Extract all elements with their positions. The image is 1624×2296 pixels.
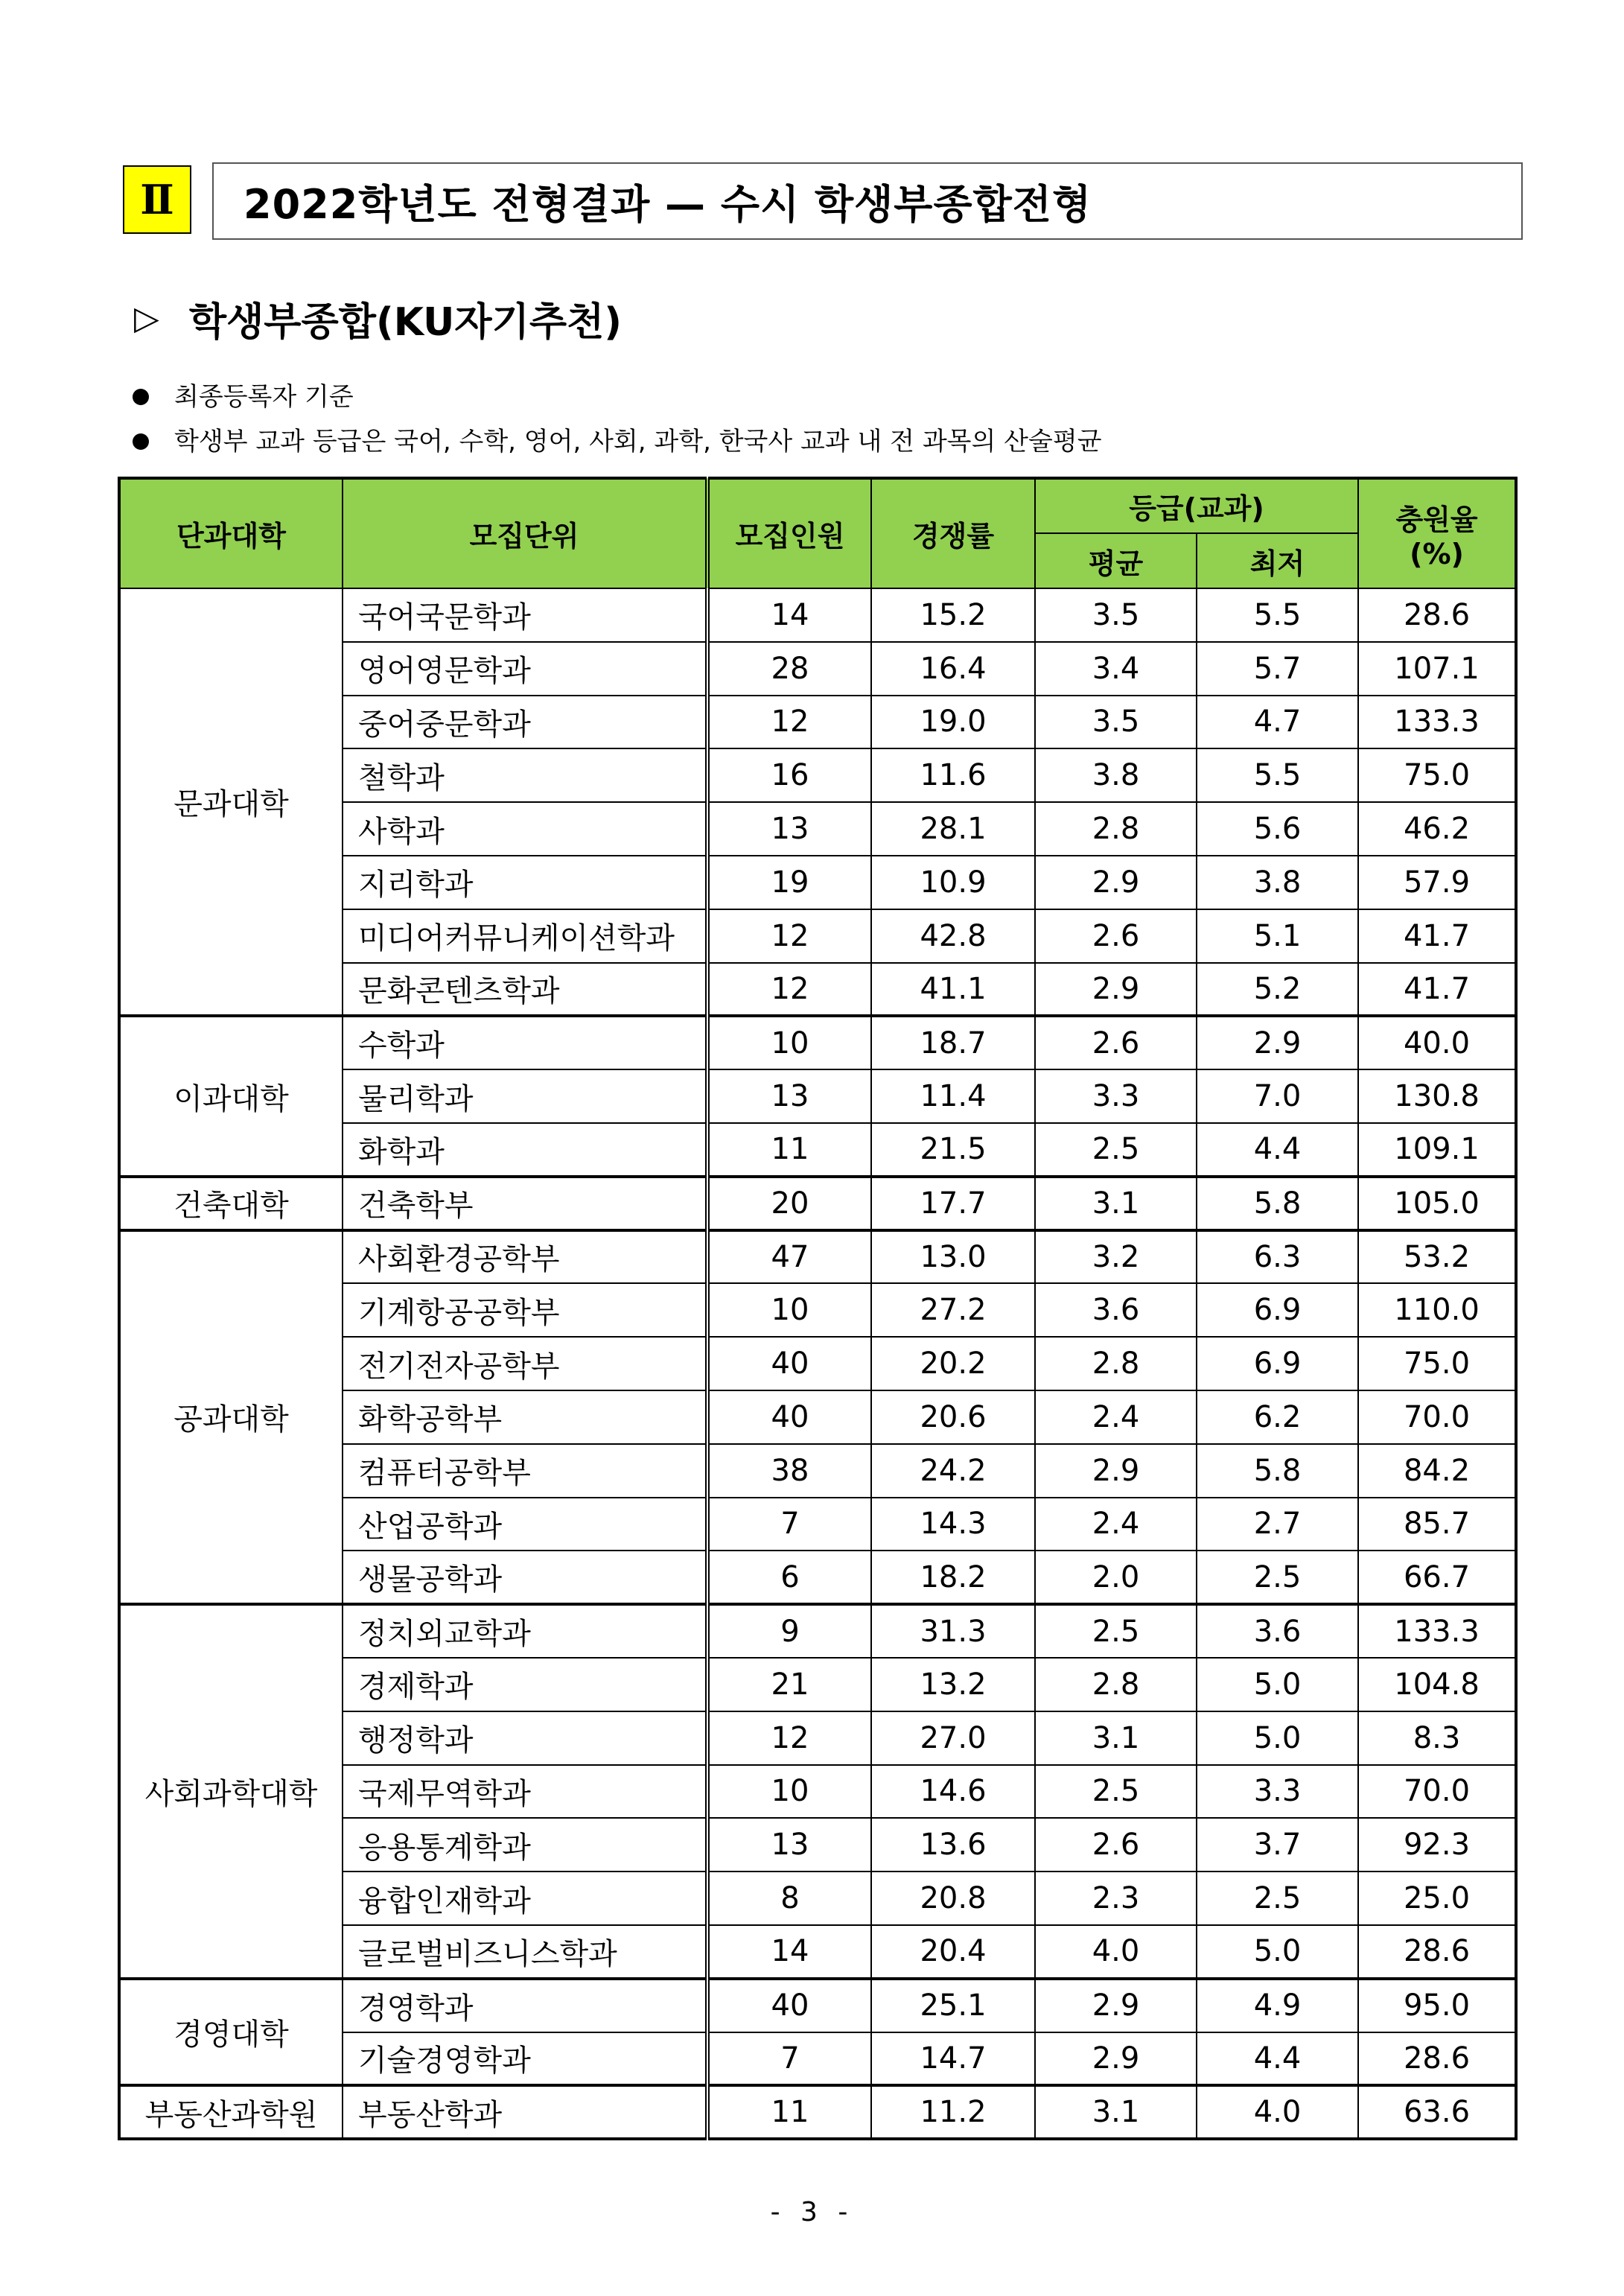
fill-rate-cell: 92.3 <box>1358 1818 1516 1872</box>
unit-cell: 전기전자공학부 <box>343 1337 707 1390</box>
ratio-cell: 13.6 <box>871 1818 1035 1872</box>
fill-rate-cell: 84.2 <box>1358 1444 1516 1498</box>
ratio-cell: 25.1 <box>871 1979 1035 2032</box>
section-title: 2022학년도 전형결과 — 수시 학생부종합전형 <box>212 162 1523 240</box>
grade-min-cell: 5.0 <box>1197 1711 1358 1765</box>
grade-avg-cell: 3.6 <box>1035 1283 1197 1337</box>
grade-avg-cell: 3.5 <box>1035 696 1197 749</box>
grade-avg-cell: 3.5 <box>1035 588 1197 642</box>
grade-avg-cell: 2.4 <box>1035 1390 1197 1444</box>
unit-cell: 건축학부 <box>343 1177 707 1230</box>
grade-min-cell: 5.7 <box>1197 642 1358 696</box>
unit-cell: 정치외교학과 <box>343 1604 707 1658</box>
results-table <box>118 477 1518 2140</box>
note-item <box>133 375 1102 419</box>
count-cell: 20 <box>707 1177 871 1230</box>
count-cell: 13 <box>707 802 871 856</box>
grade-avg-cell: 2.5 <box>1035 1123 1197 1177</box>
ratio-cell: 14.7 <box>871 2032 1035 2086</box>
grade-avg-cell: 2.5 <box>1035 1604 1197 1658</box>
ratio-cell: 20.2 <box>871 1337 1035 1390</box>
grade-avg-cell: 4.0 <box>1035 1925 1197 1979</box>
count-cell: 7 <box>707 2032 871 2086</box>
grade-avg-cell: 3.1 <box>1035 1177 1197 1230</box>
ratio-cell: 21.5 <box>871 1123 1035 1177</box>
ratio-cell: 11.2 <box>871 2085 1035 2139</box>
count-cell: 10 <box>707 1283 871 1337</box>
table-row <box>119 588 1516 642</box>
fill-rate-cell: 46.2 <box>1358 802 1516 856</box>
ratio-cell: 15.2 <box>871 588 1035 642</box>
count-cell: 16 <box>707 748 871 802</box>
unit-cell: 미디어커뮤니케이션학과 <box>343 909 707 963</box>
count-cell: 14 <box>707 1925 871 1979</box>
grade-min-cell: 5.8 <box>1197 1444 1358 1498</box>
grade-avg-cell: 2.8 <box>1035 802 1197 856</box>
unit-cell: 산업공학과 <box>343 1498 707 1551</box>
fill-rate-cell: 107.1 <box>1358 642 1516 696</box>
count-cell: 7 <box>707 1498 871 1551</box>
grade-min-cell: 2.5 <box>1197 1551 1358 1604</box>
ratio-cell: 19.0 <box>871 696 1035 749</box>
table-row <box>119 1177 1516 1230</box>
grade-min-cell: 4.4 <box>1197 1123 1358 1177</box>
grade-min-cell: 4.9 <box>1197 1979 1358 2032</box>
grade-avg-cell: 2.9 <box>1035 1979 1197 2032</box>
count-cell: 11 <box>707 2085 871 2139</box>
unit-cell: 경제학과 <box>343 1658 707 1711</box>
grade-min-cell: 5.8 <box>1197 1177 1358 1230</box>
fill-rate-cell: 133.3 <box>1358 1604 1516 1658</box>
ratio-cell: 28.1 <box>871 802 1035 856</box>
ratio-cell: 42.8 <box>871 909 1035 963</box>
subsection-title: 학생부종합(KU자기추천) <box>188 300 622 345</box>
table-row <box>119 2085 1516 2139</box>
grade-min-cell: 5.6 <box>1197 802 1358 856</box>
ratio-cell: 16.4 <box>871 642 1035 696</box>
note-text: 최종등록자 기준 <box>174 382 354 412</box>
page-number: - 3 - <box>770 2197 854 2227</box>
grade-min-cell: 4.4 <box>1197 2032 1358 2086</box>
grade-avg-cell: 2.9 <box>1035 1444 1197 1498</box>
unit-cell: 경영학과 <box>343 1979 707 2032</box>
count-cell: 38 <box>707 1444 871 1498</box>
note-text: 학생부 교과 등급은 국어, 수학, 영어, 사회, 과학, 한국사 교과 내 전 과목의 산술평균 <box>174 427 1102 457</box>
grade-min-cell: 2.7 <box>1197 1498 1358 1551</box>
fill-rate-cell: 28.6 <box>1358 588 1516 642</box>
fill-rate-cell: 28.6 <box>1358 1925 1516 1979</box>
ratio-cell: 14.6 <box>871 1765 1035 1819</box>
ratio-cell: 11.4 <box>871 1069 1035 1123</box>
table-header <box>119 478 1516 588</box>
college-cell: 공과대학 <box>119 1230 343 1605</box>
fill-rate-cell: 75.0 <box>1358 1337 1516 1390</box>
unit-cell: 응용통계학과 <box>343 1818 707 1872</box>
section-number-badge: Ⅱ <box>123 165 191 234</box>
grade-avg-cell: 3.4 <box>1035 642 1197 696</box>
fill-rate-cell: 8.3 <box>1358 1711 1516 1765</box>
grade-avg-cell: 3.8 <box>1035 748 1197 802</box>
fill-rate-cell: 40.0 <box>1358 1016 1516 1069</box>
ratio-cell: 10.9 <box>871 856 1035 909</box>
fill-rate-cell: 28.6 <box>1358 2032 1516 2086</box>
ratio-cell: 27.0 <box>871 1711 1035 1765</box>
count-cell: 10 <box>707 1765 871 1819</box>
ratio-cell: 20.4 <box>871 1925 1035 1979</box>
grade-min-cell: 6.9 <box>1197 1337 1358 1390</box>
grade-avg-cell: 2.0 <box>1035 1551 1197 1604</box>
count-cell: 11 <box>707 1123 871 1177</box>
unit-cell: 컴퓨터공학부 <box>343 1444 707 1498</box>
grade-avg-cell: 2.9 <box>1035 856 1197 909</box>
college-cell: 경영대학 <box>119 1979 343 2086</box>
grade-avg-cell: 2.6 <box>1035 1016 1197 1069</box>
count-cell: 9 <box>707 1604 871 1658</box>
college-cell: 부동산과학원 <box>119 2085 343 2139</box>
grade-avg-cell: 2.9 <box>1035 2032 1197 2086</box>
unit-cell: 지리학과 <box>343 856 707 909</box>
grade-avg-cell: 2.9 <box>1035 963 1197 1017</box>
fill-rate-cell: 95.0 <box>1358 1979 1516 2032</box>
grade-min-cell: 6.3 <box>1197 1230 1358 1284</box>
header-grade: 등급(교과) <box>1035 478 1358 533</box>
fill-rate-cell: 41.7 <box>1358 909 1516 963</box>
ratio-cell: 31.3 <box>871 1604 1035 1658</box>
fill-rate-cell: 133.3 <box>1358 696 1516 749</box>
ratio-cell: 13.0 <box>871 1230 1035 1284</box>
ratio-cell: 11.6 <box>871 748 1035 802</box>
unit-cell: 화학과 <box>343 1123 707 1177</box>
ratio-cell: 24.2 <box>871 1444 1035 1498</box>
unit-cell: 수학과 <box>343 1016 707 1069</box>
count-cell: 19 <box>707 856 871 909</box>
header-fill-rate <box>1358 478 1516 588</box>
ratio-cell: 18.7 <box>871 1016 1035 1069</box>
grade-min-cell: 5.5 <box>1197 748 1358 802</box>
grade-avg-cell: 2.5 <box>1035 1765 1197 1819</box>
ratio-cell: 27.2 <box>871 1283 1035 1337</box>
grade-min-cell: 6.2 <box>1197 1390 1358 1444</box>
fill-rate-cell: 25.0 <box>1358 1872 1516 1925</box>
college-cell: 이과대학 <box>119 1016 343 1176</box>
unit-cell: 융합인재학과 <box>343 1872 707 1925</box>
header-ratio: 경쟁률 <box>871 478 1035 588</box>
count-cell: 47 <box>707 1230 871 1284</box>
grade-min-cell: 4.7 <box>1197 696 1358 749</box>
count-cell: 40 <box>707 1337 871 1390</box>
unit-cell: 영어영문학과 <box>343 642 707 696</box>
table-row <box>119 1016 1516 1069</box>
college-cell: 문과대학 <box>119 588 343 1016</box>
count-cell: 13 <box>707 1069 871 1123</box>
header-grade-avg: 평균 <box>1035 533 1197 588</box>
count-cell: 12 <box>707 1711 871 1765</box>
unit-cell: 국제무역학과 <box>343 1765 707 1819</box>
unit-cell: 국어국문학과 <box>343 588 707 642</box>
table-row <box>119 1230 1516 1284</box>
fill-rate-cell: 53.2 <box>1358 1230 1516 1284</box>
unit-cell: 부동산학과 <box>343 2085 707 2139</box>
fill-rate-cell: 70.0 <box>1358 1765 1516 1819</box>
fill-rate-cell: 85.7 <box>1358 1498 1516 1551</box>
note-item <box>133 419 1102 464</box>
grade-min-cell: 7.0 <box>1197 1069 1358 1123</box>
count-cell: 6 <box>707 1551 871 1604</box>
ratio-cell: 14.3 <box>871 1498 1035 1551</box>
grade-avg-cell: 2.8 <box>1035 1337 1197 1390</box>
header-fill-rate-unit: (%) <box>1410 538 1464 570</box>
unit-cell: 문화콘텐츠학과 <box>343 963 707 1017</box>
grade-min-cell: 5.2 <box>1197 963 1358 1017</box>
header-college: 단과대학 <box>119 478 343 588</box>
unit-cell: 철학과 <box>343 748 707 802</box>
grade-avg-cell: 2.6 <box>1035 1818 1197 1872</box>
notes-list <box>133 375 1102 464</box>
ratio-cell: 17.7 <box>871 1177 1035 1230</box>
table-body <box>119 588 1516 2139</box>
grade-min-cell: 2.9 <box>1197 1016 1358 1069</box>
grade-min-cell: 5.1 <box>1197 909 1358 963</box>
grade-min-cell: 5.5 <box>1197 588 1358 642</box>
fill-rate-cell: 130.8 <box>1358 1069 1516 1123</box>
fill-rate-cell: 57.9 <box>1358 856 1516 909</box>
unit-cell: 물리학과 <box>343 1069 707 1123</box>
ratio-cell: 20.8 <box>871 1872 1035 1925</box>
grade-avg-cell: 2.6 <box>1035 909 1197 963</box>
count-cell: 12 <box>707 963 871 1017</box>
fill-rate-cell: 66.7 <box>1358 1551 1516 1604</box>
fill-rate-cell: 104.8 <box>1358 1658 1516 1711</box>
grade-min-cell: 5.0 <box>1197 1925 1358 1979</box>
count-cell: 21 <box>707 1658 871 1711</box>
grade-avg-cell: 2.8 <box>1035 1658 1197 1711</box>
fill-rate-cell: 109.1 <box>1358 1123 1516 1177</box>
bullet-icon <box>133 433 149 450</box>
college-cell: 건축대학 <box>119 1177 343 1230</box>
unit-cell: 중어중문학과 <box>343 696 707 749</box>
count-cell: 12 <box>707 909 871 963</box>
ratio-cell: 20.6 <box>871 1390 1035 1444</box>
header-unit: 모집단위 <box>343 478 707 588</box>
count-cell: 10 <box>707 1016 871 1069</box>
grade-min-cell: 3.6 <box>1197 1604 1358 1658</box>
grade-avg-cell: 2.4 <box>1035 1498 1197 1551</box>
count-cell: 40 <box>707 1390 871 1444</box>
fill-rate-cell: 63.6 <box>1358 2085 1516 2139</box>
header-fill-rate-label: 충원율 <box>1395 503 1478 536</box>
subsection-heading <box>134 290 622 346</box>
triangle-marker-icon: ▷ <box>134 299 159 337</box>
unit-cell: 생물공학과 <box>343 1551 707 1604</box>
unit-cell: 기술경영학과 <box>343 2032 707 2086</box>
grade-min-cell: 5.0 <box>1197 1658 1358 1711</box>
table-row <box>119 1979 1516 2032</box>
fill-rate-cell: 75.0 <box>1358 748 1516 802</box>
grade-min-cell: 4.0 <box>1197 2085 1358 2139</box>
count-cell: 8 <box>707 1872 871 1925</box>
header-grade-min: 최저 <box>1197 533 1358 588</box>
grade-avg-cell: 2.3 <box>1035 1872 1197 1925</box>
fill-rate-cell: 105.0 <box>1358 1177 1516 1230</box>
grade-avg-cell: 3.1 <box>1035 2085 1197 2139</box>
grade-min-cell: 3.3 <box>1197 1765 1358 1819</box>
count-cell: 40 <box>707 1979 871 2032</box>
grade-min-cell: 3.8 <box>1197 856 1358 909</box>
unit-cell: 기계항공공학부 <box>343 1283 707 1337</box>
grade-avg-cell: 3.3 <box>1035 1069 1197 1123</box>
grade-avg-cell: 3.1 <box>1035 1711 1197 1765</box>
fill-rate-cell: 110.0 <box>1358 1283 1516 1337</box>
college-cell: 사회과학대학 <box>119 1604 343 1979</box>
unit-cell: 화학공학부 <box>343 1390 707 1444</box>
grade-min-cell: 3.7 <box>1197 1818 1358 1872</box>
grade-min-cell: 2.5 <box>1197 1872 1358 1925</box>
ratio-cell: 18.2 <box>871 1551 1035 1604</box>
unit-cell: 사회환경공학부 <box>343 1230 707 1284</box>
unit-cell: 사학과 <box>343 802 707 856</box>
count-cell: 28 <box>707 642 871 696</box>
count-cell: 13 <box>707 1818 871 1872</box>
unit-cell: 글로벌비즈니스학과 <box>343 1925 707 1979</box>
header-count: 모집인원 <box>707 478 871 588</box>
bullet-icon <box>133 389 149 405</box>
fill-rate-cell: 70.0 <box>1358 1390 1516 1444</box>
unit-cell: 행정학과 <box>343 1711 707 1765</box>
ratio-cell: 41.1 <box>871 963 1035 1017</box>
grade-avg-cell: 3.2 <box>1035 1230 1197 1284</box>
grade-min-cell: 6.9 <box>1197 1283 1358 1337</box>
table-row <box>119 1604 1516 1658</box>
fill-rate-cell: 41.7 <box>1358 963 1516 1017</box>
section-header <box>123 162 1523 240</box>
ratio-cell: 13.2 <box>871 1658 1035 1711</box>
count-cell: 14 <box>707 588 871 642</box>
count-cell: 12 <box>707 696 871 749</box>
